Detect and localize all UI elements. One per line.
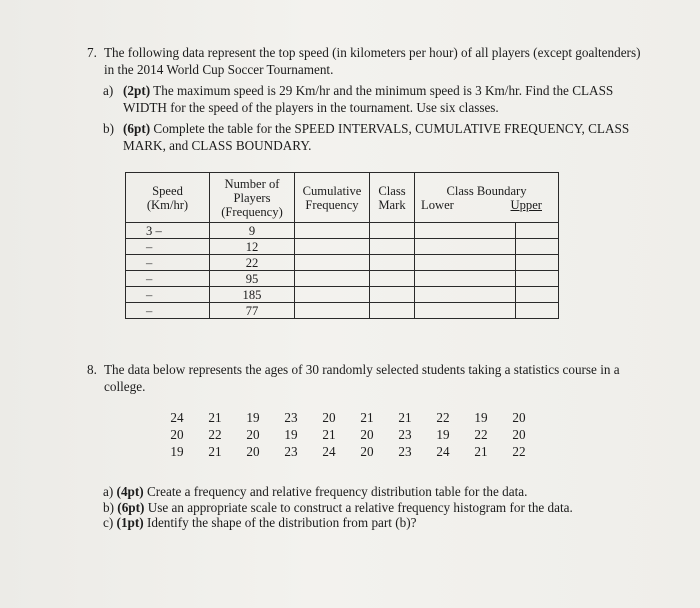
lower-boundary-cell xyxy=(415,271,516,287)
header-players-line2: Players xyxy=(233,190,271,205)
speed-cell: – xyxy=(126,255,210,271)
header-boundary-upper: Upper xyxy=(510,197,542,212)
q8-part-b-text: Use an appropriate scale to construct a relative frequency histogram for the data. xyxy=(147,499,573,515)
upper-boundary-cell xyxy=(516,271,559,287)
q8-part-a-label: a) xyxy=(103,484,114,499)
age-value: 21 xyxy=(474,444,488,459)
table-header-row xyxy=(126,173,559,223)
frequency-cell: 95 xyxy=(210,271,295,287)
question-7-part-a xyxy=(103,82,643,116)
age-value: 20 xyxy=(322,410,336,425)
age-value: 20 xyxy=(246,444,260,459)
header-cumulative-line1: Cumulative xyxy=(302,183,362,198)
q8-part-c-label: c) xyxy=(103,515,114,530)
age-value: 20 xyxy=(170,427,184,442)
frequency-cell: 77 xyxy=(210,303,295,319)
lower-boundary-cell xyxy=(415,223,516,239)
frequency-cell: 22 xyxy=(210,255,295,271)
question-8-text: The data below represents the ages of 30 randomly selected students taking a statistics course in a college. xyxy=(104,362,620,394)
cumulative-cell xyxy=(295,287,370,303)
table-row xyxy=(126,239,559,255)
header-class-line1: Class xyxy=(378,183,406,198)
ages-data-grid xyxy=(158,410,538,459)
age-value: 22 xyxy=(474,427,488,442)
age-value: 23 xyxy=(398,427,412,442)
age-value: 19 xyxy=(436,427,450,442)
age-value: 24 xyxy=(436,444,450,459)
age-value: 20 xyxy=(246,427,260,442)
class-mark-cell xyxy=(370,223,415,239)
table-row xyxy=(126,303,559,319)
upper-boundary-cell xyxy=(516,287,559,303)
age-value: 21 xyxy=(398,410,412,425)
upper-boundary-cell xyxy=(516,303,559,319)
question-8 xyxy=(87,361,647,395)
part-a-label: a) xyxy=(103,83,114,98)
class-mark-cell xyxy=(370,303,415,319)
speed-frequency-table xyxy=(125,172,559,319)
age-value: 23 xyxy=(284,410,298,425)
header-cumulative xyxy=(295,173,370,223)
lower-boundary-cell xyxy=(415,255,516,271)
q8-part-a-points: (4pt) xyxy=(116,484,144,499)
age-value: 20 xyxy=(512,410,526,425)
table-row xyxy=(126,223,559,239)
age-value: 19 xyxy=(170,444,184,459)
speed-cell: – xyxy=(126,239,210,255)
header-class-line2: Mark xyxy=(378,197,406,212)
age-value: 21 xyxy=(208,410,222,425)
q8-part-c-text: Identify the shape of the distribution from part (b)? xyxy=(146,515,417,530)
class-mark-cell xyxy=(370,287,415,303)
lower-boundary-cell xyxy=(415,303,516,319)
class-mark-cell xyxy=(370,255,415,271)
age-value: 24 xyxy=(322,444,336,459)
cumulative-cell xyxy=(295,271,370,287)
question-7-number: 7. xyxy=(87,45,97,60)
age-value: 23 xyxy=(284,444,298,459)
age-value: 24 xyxy=(170,410,184,425)
age-value: 20 xyxy=(360,444,374,459)
part-b-points: (6pt) xyxy=(123,121,151,136)
lower-boundary-cell xyxy=(415,239,516,255)
part-a-points: (2pt) xyxy=(123,83,151,98)
speed-cell: 3 – xyxy=(126,223,210,239)
age-value: 19 xyxy=(284,427,298,442)
class-mark-cell xyxy=(370,271,415,287)
upper-boundary-cell xyxy=(516,255,559,271)
part-b-label: b) xyxy=(103,121,114,136)
lower-boundary-cell xyxy=(415,287,516,303)
age-value: 19 xyxy=(246,410,260,425)
cumulative-cell xyxy=(295,303,370,319)
age-value: 20 xyxy=(512,427,526,442)
age-value: 22 xyxy=(436,410,450,425)
header-speed-line1: Speed xyxy=(152,183,183,198)
cumulative-cell xyxy=(295,239,370,255)
q8-part-a xyxy=(103,484,663,500)
question-8-number: 8. xyxy=(87,362,97,377)
age-value: 22 xyxy=(208,427,222,442)
q8-part-c-points: (1pt) xyxy=(116,515,144,530)
header-cumulative-line2: Frequency xyxy=(305,197,359,212)
header-players xyxy=(210,173,295,223)
header-speed xyxy=(126,173,210,223)
upper-boundary-cell xyxy=(516,239,559,255)
question-8-parts xyxy=(103,484,663,531)
header-boundary-lower: Lower xyxy=(421,197,454,212)
age-value: 23 xyxy=(398,444,412,459)
speed-cell: – xyxy=(126,303,210,319)
age-value: 19 xyxy=(474,410,488,425)
age-value: 20 xyxy=(360,427,374,442)
header-players-line3: (Frequency) xyxy=(221,204,283,219)
cumulative-cell xyxy=(295,223,370,239)
q8-part-b-label: b) xyxy=(103,499,114,515)
frequency-cell: 12 xyxy=(210,239,295,255)
question-7-part-b xyxy=(103,120,643,154)
header-class-boundary xyxy=(415,173,559,223)
frequency-cell: 9 xyxy=(210,223,295,239)
cumulative-cell xyxy=(295,255,370,271)
q8-part-b xyxy=(103,500,663,516)
upper-boundary-cell xyxy=(516,223,559,239)
age-value: 21 xyxy=(208,444,222,459)
header-class-mark xyxy=(370,173,415,223)
age-value: 21 xyxy=(322,427,336,442)
table-row xyxy=(126,271,559,287)
q8-part-c xyxy=(103,515,663,531)
frequency-cell: 185 xyxy=(210,287,295,303)
table-row xyxy=(126,287,559,303)
header-players-line1: Number of xyxy=(224,176,280,191)
q8-part-a-text: Create a frequency and relative frequency distribution table for the data. xyxy=(146,484,528,499)
speed-cell: – xyxy=(126,287,210,303)
age-value: 22 xyxy=(512,444,526,459)
question-7-text: The following data represent the top speed (in kilometers per hour) of all players (except goaltenders) in the 2014 World Cup Soccer Tournament. xyxy=(104,45,641,77)
q8-part-b-points: (6pt) xyxy=(117,499,145,515)
age-value: 21 xyxy=(360,410,374,425)
part-a-text: The maximum speed is 29 Km/hr and the minimum speed is 3 Km/hr. Find the CLASS WIDTH for the speed of the players in the tournament. Use six classes. xyxy=(123,83,614,115)
header-speed-line2: (Km/hr) xyxy=(146,197,189,212)
class-mark-cell xyxy=(370,239,415,255)
header-boundary-title: Class Boundary xyxy=(446,183,527,198)
speed-cell: – xyxy=(126,271,210,287)
question-7 xyxy=(87,44,647,78)
table-row xyxy=(126,255,559,271)
part-b-text: Complete the table for the SPEED INTERVALS, CUMULATIVE FREQUENCY, CLASS MARK, and CLASS BOUNDARY. xyxy=(123,121,630,153)
